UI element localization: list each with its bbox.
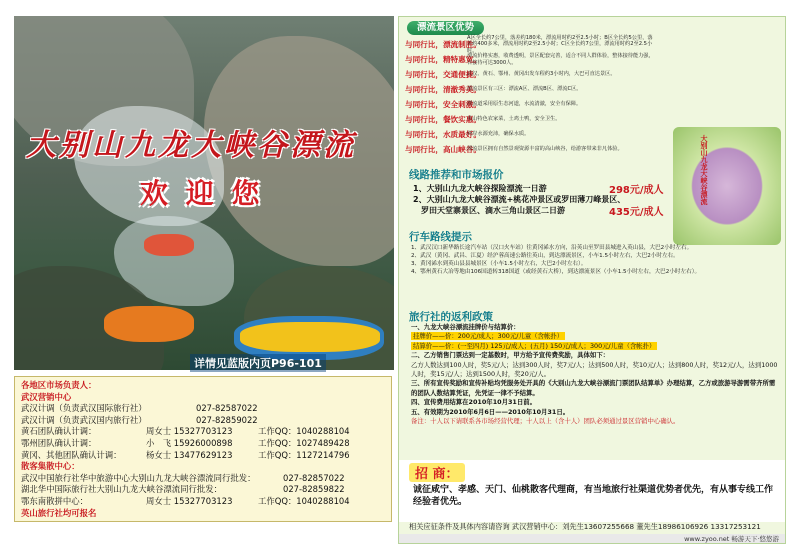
contact-row: 武汉计调（负责武汉国内旅行社） 027-82859022	[21, 414, 258, 425]
policy-item: 四、宣传费用结算在2010年10月31日前。	[411, 398, 537, 407]
map-label: 大别山九龙大峡谷漂流	[700, 135, 708, 205]
detail-note: 详情见蓝版内页P96-101	[190, 354, 326, 372]
page-title: 大别山九龙大峡谷漂流	[26, 128, 356, 163]
feature-item: 与同行比，餐饮实惠。 英山特色农家菜，土鸡土鸭，安全卫生。	[405, 115, 561, 124]
raft-shape	[144, 234, 194, 256]
driving-item: 1、武汉汉口新华路长途汽车站（汉口火车站）往黄冈浠水方向，沿英山至罗田县城进入英山县，大巴2小时左右。	[411, 245, 693, 251]
policy-item: 一、九龙大峡谷漂流挂牌价与结算价：	[411, 323, 520, 331]
contact-row: 鄂东南散拼中心： 周女士 15327703123 工作QQ：1040288104	[21, 495, 350, 506]
section-driving-heading: 行车路线提示	[409, 231, 472, 243]
feature-item: 与同行比，交通便捷。 武汉、黄石、鄂州、黄冈出发车程约3小时内，大巴可直达景区。	[405, 70, 616, 79]
policy-item: 三、所有宣传奖励和宣传补贴均凭服务处开具的《大别山九龙大峡谷漂流门票团队结算单》办理结算，乙方或旅游导游需带齐所需的团队人数结算凭证，先凭证一律不予结算。	[411, 379, 776, 397]
contact-row: 鄂州团队确认计调： 小 飞 15926000898 工作QQ：1027489428	[21, 437, 350, 448]
info-panel	[398, 16, 786, 544]
contacts-heading: 各地区市场负责人：	[21, 380, 97, 390]
feature-item: 与同行比，清澈秀美。 漂流景区有三区：漂流A区、漂流B区、漂流C区。	[405, 85, 582, 94]
recruit-text: 诚征咸宁、孝感、天门、仙桃散客代理商，有当地旅行社渠道优势者优先，有从事专线工作经验者优先。	[413, 485, 774, 507]
contacts-footnote: 英山旅行社均可报名	[21, 507, 97, 518]
contact-row: 武汉中国旅行社华中旅游中心大别山九龙大峡谷漂流同行批发： 027-82857022	[21, 472, 345, 483]
contact-row: 武汉计调（负责武汉国际旅行社） 027-82587022	[21, 403, 258, 414]
section-advantages-heading: 漂流景区优势	[407, 21, 484, 35]
feature-item: 与同行比，漂流制胜。 A区全长约7公里，落差约180米，漂流用时约2至2.5小时；B区全长约5公里，落差约400多米，漂流用时约2至2.5小时；C区全长约7公里，漂流用时约2至2.5小时。	[405, 34, 653, 54]
policy-price-b: 结算价——价：(一至四月) 125元/成人；(五月) 150元/成人；300元/儿童（含帐扑）	[413, 341, 656, 350]
policy-block	[411, 323, 779, 426]
raft-shape	[104, 306, 194, 342]
route-item: 2、大别山九龙大峡谷漂流+桃花冲景区或罗田薄刀峰景区、	[413, 195, 626, 204]
driving-item: 4、鄂州黄石大冶等地由106国道转318国道（或经黄石大桥），到达漂流景区（小车1.5小时左右，大巴2小时左右）。	[411, 269, 701, 275]
route-list	[413, 183, 677, 216]
policy-item: 二、乙方销售门票达到一定基数时，甲方给予宣传费奖励，具体如下：	[411, 351, 610, 360]
feature-item: 与同行比，安全刺激。 漂流道采用原生态河道，水流清澈，安全有保障。	[405, 100, 582, 109]
section-routes-heading: 线路推荐和市场报价	[409, 169, 504, 181]
distribution-heading: 散客集散中心：	[21, 461, 80, 472]
contact-row: 黄石团队确认计调： 周女士 15327703123 工作QQ：1040288104	[21, 426, 350, 437]
policy-price-a: 挂牌价——价：200元/成人；300元/儿童（含帐扑）	[413, 332, 564, 341]
feature-list	[405, 34, 661, 157]
welcome-text: 欢 迎 您	[140, 177, 264, 210]
feature-item: 与同行比，精特惠宽。 漂流价格实惠，收费透明，景区配套完善，适合不同人群体验，整体接待能力强，日接待可达3000人。	[405, 53, 654, 66]
recruit-heading: 招 商：	[409, 463, 465, 482]
driving-item: 3、黄冈浠水到英山县县城景区（小车1.5小时左右，大巴2小时左右）。	[411, 261, 587, 267]
contact-row: 黄冈、其他团队确认计调： 杨女士 13477629123 工作QQ：1127214796	[21, 449, 350, 460]
contact-row: 湖北华中国际旅行社大别山九龙大峡谷漂流同行批发： 027-82859822	[21, 484, 345, 495]
region-map	[673, 127, 781, 245]
policy-detail: 乙方人数达到100人时，奖5元/人；达到300人时，奖7元/人；达到500人时，奖10元/人；达到800人时，奖12元/人，达到1000人时，奖15元/人；达到1500人时，奖20元/人。	[411, 360, 778, 379]
driving-list	[411, 244, 779, 276]
section-policy-heading: 旅行社的返利政策	[409, 311, 493, 323]
route-item: 1、大别山九龙大峡谷探险漂流一日游 298元/成人	[413, 184, 664, 196]
feature-item: 与同行比，水质最好。 两岸水源充沛，确保水质。	[405, 130, 530, 139]
raft-shape	[240, 322, 380, 352]
feature-item: 与同行比，高山峡谷。 漂流景区拥有自然景观资源丰富的高山峡谷，给游客带来非凡体验。	[405, 145, 623, 154]
driving-item: 2、武汉（黄冈、武昌、江夏）经沪蓉高速公路往英山，到达漂流景区，小车1.5小时左右，大巴2小时左右。	[411, 253, 679, 259]
policy-item: 五、有效期为2010年6月6日——2010年10月31日。	[411, 407, 570, 416]
route-item: 罗田天堂寨景区、滴水三角山景区二日游 435元/成人	[413, 206, 664, 218]
footer-bar: www.zyoo.net 畅游天下·悠悠游	[399, 534, 785, 544]
policy-note: 备注：十人以下请联系各市场经营代理；十人以上（含十人）团队必须通过景区营销中心确认。	[411, 417, 680, 426]
wuhan-center-heading: 武汉营销中心	[21, 391, 72, 402]
contacts-box	[14, 376, 392, 522]
contact-line: 相关应征条件及具体内容请咨询 武汉营销中心：刘先生13607255668 董先生18986106926 13317253121	[409, 522, 761, 531]
